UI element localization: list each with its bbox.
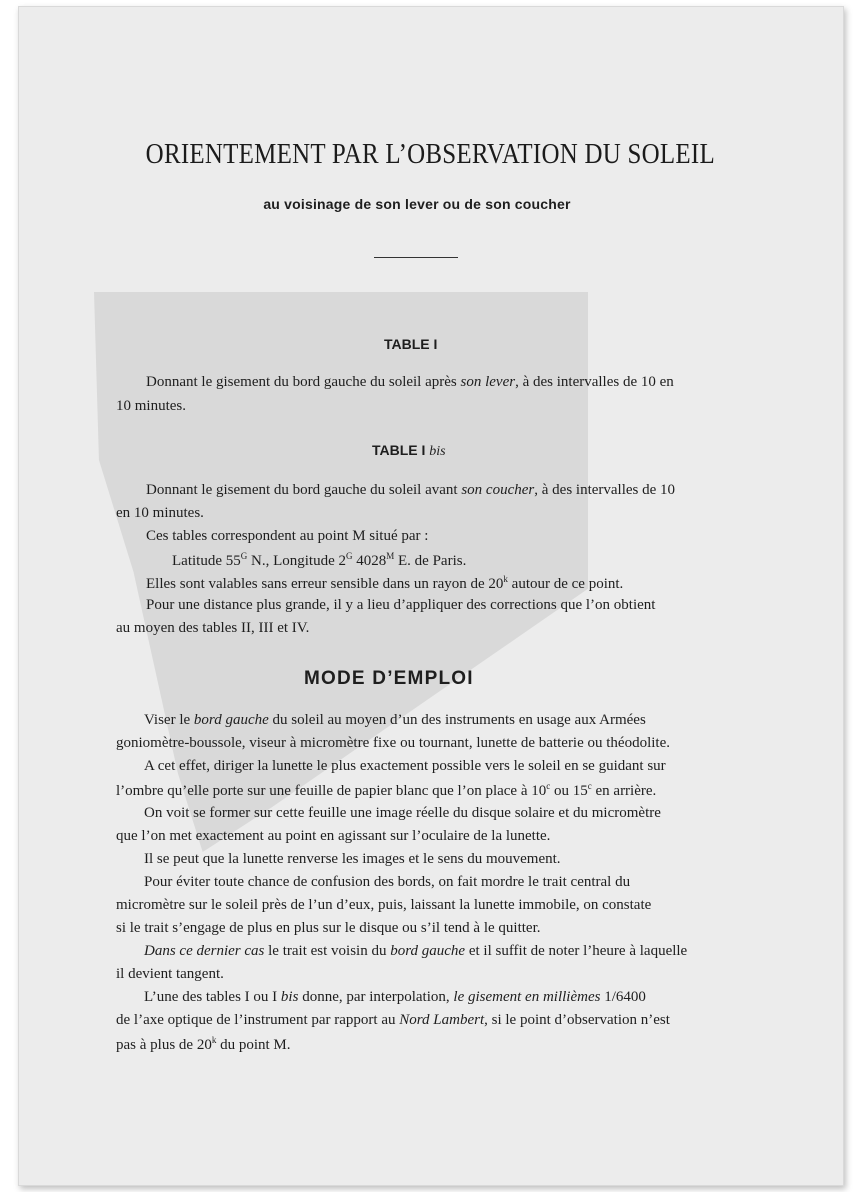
text-run: pas à plus de 20 <box>116 1037 212 1053</box>
text-run: et il suffit de noter l’heure à laquelle <box>465 943 688 959</box>
point-intro: Ces tables correspondent au point M situé par : <box>146 528 429 544</box>
text-run: 4028 <box>352 553 387 569</box>
mode-p1-line-2: goniomètre-boussole, viseur à micromètre fixe ou tournant, lunette de batterie ou théodolite. <box>116 735 670 751</box>
text-run: Viser le <box>144 712 191 728</box>
superscript: G <box>345 551 353 561</box>
mode-p7-line-1 <box>144 989 646 1006</box>
mode-p5-line-3: si le trait s’engage de plus en plus sur le disque ou s’il tend à le quitter. <box>116 920 541 936</box>
mode-emploi-heading: MODE D’EMPLOI <box>304 668 474 689</box>
text-run: L’une des tables I ou I <box>144 989 281 1005</box>
text-run: , si le point d’observation n’est <box>484 1012 670 1028</box>
text-run: , à des intervalles de 10 en <box>515 374 674 390</box>
text-run: du soleil au moyen d’un des instruments en usage aux Armées <box>272 712 646 728</box>
text-run: ou 15 <box>550 783 588 799</box>
text-run-italic: son lever <box>460 374 516 390</box>
text-run: le trait est voisin du <box>264 943 391 959</box>
text-run: Donnant le gisement du bord gauche du soleil avant <box>146 482 458 498</box>
text-run-italic: le gisement en millièmes <box>453 989 601 1005</box>
mode-p4: Il se peut que la lunette renverse les images et le sens du mouvement. <box>144 851 561 867</box>
separator-rule <box>374 257 458 258</box>
superscript: M <box>386 551 395 561</box>
table-1-description-line-2: 10 minutes. <box>116 398 186 414</box>
mode-p6-line-1 <box>144 943 687 960</box>
corrections-line-2: au moyen des tables II, III et IV. <box>116 620 310 636</box>
superscript: G <box>240 551 248 561</box>
text-run: E. de Paris. <box>394 553 467 569</box>
mode-p3-line-1: On voit se former sur cette feuille une image réelle du disque solaire et du micromètre <box>144 805 661 821</box>
mode-p3-line-2: que l’on met exactement au point en agissant sur l’oculaire de la lunette. <box>116 828 551 844</box>
mode-p5-line-2: micromètre sur le soleil près de l’un d’eux, puis, laissant la lunette immobile, on constate <box>116 897 652 913</box>
text-run-italic: bis <box>429 444 446 459</box>
table-1-bis-heading <box>372 442 446 460</box>
corrections-line-1: Pour une distance plus grande, il y a lieu d’appliquer des corrections que l’on obtient <box>146 597 656 613</box>
text-run: Elles sont valables sans erreur sensible dans un rayon de 20 <box>146 576 504 592</box>
text-run: du point M. <box>216 1037 291 1053</box>
text-run-italic: Nord Lambert <box>399 1012 485 1028</box>
mode-p2-line-1: A cet effet, diriger la lunette le plus exactement possible vers le soleil en se guidant sur <box>144 758 666 774</box>
table-1-bis-description-line-2: en 10 minutes. <box>116 505 204 521</box>
superscript: k <box>503 574 508 584</box>
mode-p1-line-1 <box>144 712 646 729</box>
table-1-heading: TABLE I <box>384 336 438 352</box>
table-1-description-line-1 <box>146 374 674 391</box>
text-run: Latitude 55 <box>172 553 241 569</box>
text-run: l’ombre qu’elle porte sur une feuille de papier blanc que l’on place à 10 <box>116 783 547 799</box>
text-run: N., Longitude 2 <box>247 553 346 569</box>
superscript: k <box>211 1035 217 1045</box>
document-subtitle: au voisinage de son lever ou de son coucher <box>263 196 571 212</box>
mode-p5-line-1: Pour éviter toute chance de confusion des bords, on fait mordre le trait central du <box>144 874 631 890</box>
table-1-bis-description-line-1 <box>146 482 675 499</box>
text-run: TABLE I <box>372 442 426 458</box>
text-run-italic: bord gauche <box>390 943 466 959</box>
text-run: autour de ce point. <box>507 576 624 592</box>
mode-p6-line-2: il devient tangent. <box>116 966 224 982</box>
text-run-italic: son coucher <box>461 482 535 498</box>
mode-p2-line-2 <box>116 781 656 800</box>
mode-p7-line-3 <box>116 1035 291 1054</box>
text-run-italic: bis <box>280 989 299 1005</box>
text-run: , à des intervalles de 10 <box>534 482 676 498</box>
text-run: 1/6400 <box>600 989 646 1005</box>
document-title: ORIENTEMENT PAR L’OBSERVATION DU SOLEIL <box>145 138 715 170</box>
point-coordinates <box>172 551 466 570</box>
superscript: c <box>546 781 551 791</box>
text-run: donne, par interpolation, <box>298 989 454 1005</box>
text-run: en arrière. <box>591 783 657 799</box>
superscript: c <box>587 781 592 791</box>
text-run: de l’axe optique de l’instrument par rapport au <box>116 1012 400 1028</box>
text-run: Donnant le gisement du bord gauche du soleil après <box>146 374 457 390</box>
validity-note <box>146 574 623 593</box>
text-run-italic: bord gauche <box>193 712 269 728</box>
text-run-italic: Dans ce dernier cas <box>144 943 265 959</box>
mode-p7-line-2 <box>116 1012 670 1029</box>
